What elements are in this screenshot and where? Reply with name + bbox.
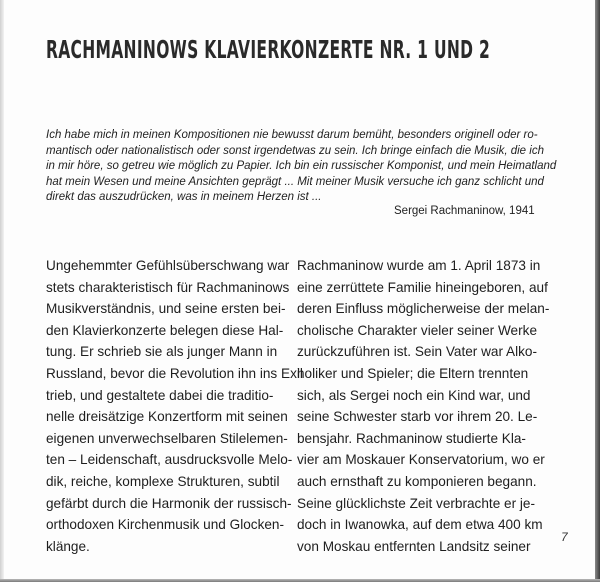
text-line: Ungehemmter Gefühlsüberschwang war bbox=[46, 258, 290, 273]
text-line: bensjahr. Rachmaninow studierte Kla- bbox=[297, 430, 526, 446]
text-line: orthodoxen Kirchenmusik und Glocken- bbox=[46, 517, 285, 533]
epigraph-line: direkt das auszudrücken, was in meinem Herzen ist ... bbox=[46, 191, 322, 204]
epigraph-line: in mir höre, so getreu wie möglich zu Papier. Ich bin ein russischer Komponist, und mein Heimatland bbox=[46, 160, 557, 173]
text-line: deren Einfluss möglicherweise der melan- bbox=[297, 301, 550, 317]
text-line: Russland, bevor die Revolution ihn ins Exil bbox=[46, 365, 303, 381]
text-line: klänge. bbox=[46, 538, 90, 554]
text-line: cholische Charakter vieler seiner Werke bbox=[297, 322, 538, 338]
text-line: dik, reiche, komplexe Strukturen, subtil bbox=[46, 473, 280, 489]
scan-edge-left bbox=[0, 0, 4, 582]
text-line: ten – Leidenschaft, ausdrucksvolle Melo- bbox=[46, 452, 293, 468]
text-line: Musikverständnis, und seine ersten bei- bbox=[46, 301, 286, 317]
text-line: tung. Er schrieb sie als junger Mann in bbox=[46, 344, 278, 360]
text-line: trieb, und gestaltete dabei die traditio- bbox=[46, 387, 274, 403]
scan-edge-right bbox=[595, 0, 600, 582]
text-line: zurückzuführen ist. Sein Vater war Alko- bbox=[297, 344, 538, 360]
text-line: Rachmaninow wurde am 1. April 1873 in bbox=[297, 258, 541, 273]
text-line: auch ernsthaft zu komponieren begann. bbox=[297, 473, 537, 489]
epigraph-attribution: Sergei Rachmaninow, 1941 bbox=[394, 205, 535, 217]
page-title: RACHMANINOWS KLAVIERKONZERTE NR. 1 UND 2 bbox=[46, 35, 491, 64]
text-line: gefärbt durch die Harmonik der russisch- bbox=[46, 495, 292, 511]
epigraph-quote bbox=[46, 128, 557, 206]
epigraph-line: Ich habe mich in meinen Kompositionen nie bewusst darum bemüht, besonders originell oder ro- bbox=[46, 129, 538, 141]
epigraph-line: mantisch oder nationalistisch oder sonst irgendetwas zu sein. Ich bringe einfach die Musik, die ich bbox=[46, 144, 544, 157]
text-line: stets charakteristisch für Rachmaninows bbox=[46, 279, 290, 295]
body-column-left bbox=[46, 255, 303, 557]
body-column-right bbox=[297, 255, 550, 557]
page-number: 7 bbox=[561, 530, 568, 544]
epigraph-line: hat mein Wesen und meine Ansichten geprägt ... Mit meiner Musik versuche ich ganz schlicht und bbox=[46, 175, 544, 188]
text-line: Seine glücklichste Zeit verbrachte er je- bbox=[297, 495, 535, 511]
text-line: vier am Moskauer Konservatorium, wo er bbox=[297, 452, 545, 468]
text-line: eigenen unverwechselbaren Stilelemen- bbox=[46, 430, 288, 446]
text-line: von Moskau entfernten Landsitz seiner bbox=[297, 538, 531, 554]
text-line: doch in Iwanowka, auf dem etwa 400 km bbox=[297, 517, 543, 533]
text-line: holiker und Spieler; die Eltern trennten bbox=[297, 365, 529, 381]
text-line: sich, als Sergei noch ein Kind war, und bbox=[297, 387, 531, 403]
text-line: seine Schwester starb vor ihrem 20. Le- bbox=[297, 409, 538, 425]
text-line: eine zerrüttete Familie hineingeboren, auf bbox=[297, 279, 548, 295]
text-line: nelle dreisätzige Konzertform mit seinen bbox=[46, 409, 288, 425]
text-line: den Klavierkonzerte belegen diese Hal- bbox=[46, 322, 284, 338]
